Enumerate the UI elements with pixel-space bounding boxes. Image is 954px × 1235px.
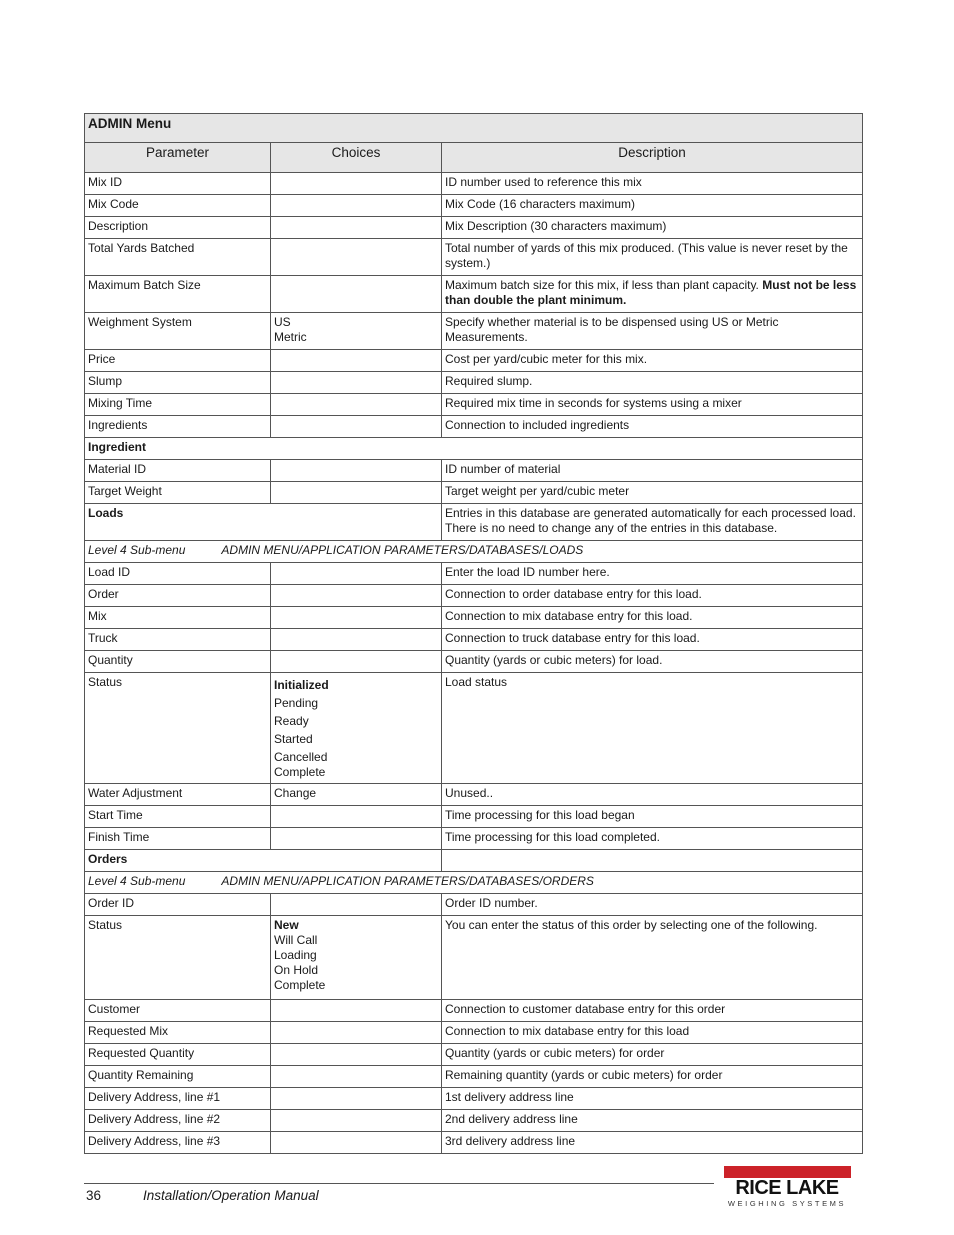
table-row: Customer Connection to customer database entry for this order xyxy=(85,1000,863,1022)
table-row: Delivery Address, line #2 2nd delivery address line xyxy=(85,1110,863,1132)
load-status-choices: Initialized Pending Ready Started Cancelled Complete xyxy=(271,673,442,784)
logo-subtitle: WEIGHING SYSTEMS xyxy=(727,1199,847,1208)
table-row: Finish Time Time processing for this load completed. xyxy=(85,828,863,850)
table-row: Truck Connection to truck database entry for this load. xyxy=(85,629,863,651)
table-row: Requested Mix Connection to mix database entry for this load xyxy=(85,1022,863,1044)
submenu-label: Level 4 Sub-menu xyxy=(88,543,186,557)
submenu-path: ADMIN MENU/APPLICATION PARAMETERS/DATABASES/ORDERS xyxy=(221,874,594,888)
order-status-choices: New Will Call Loading On Hold Complete xyxy=(271,916,442,1000)
section-row-orders: Orders xyxy=(85,850,863,872)
max-batch-desc: Maximum batch size for this mix, if less than plant capacity. Must not be less than double the plant minimum. xyxy=(442,276,863,313)
table-row: Quantity Remaining Remaining quantity (yards or cubic meters) for order xyxy=(85,1066,863,1088)
table-row: Price Cost per yard/cubic meter for this mix. xyxy=(85,350,863,372)
table-row: Description Mix Description (30 characters maximum) xyxy=(85,217,863,239)
table-title-row xyxy=(85,114,863,143)
section-row-loads: Loads Entries in this database are generated automatically for each processed load. There is no need to change any of the entries in this database. xyxy=(85,504,863,541)
table-row: Weighment System US Metric Specify whether material is to be dispensed using US or Metric Measurements. xyxy=(85,313,863,350)
logo-name: RICE LAKE xyxy=(735,1177,839,1199)
table-row: Delivery Address, line #3 3rd delivery address line xyxy=(85,1132,863,1154)
table-title: ADMIN Menu xyxy=(85,114,863,143)
table-row: Quantity Quantity (yards or cubic meters) for load. xyxy=(85,651,863,673)
table-row: Status New Will Call Loading On Hold Complete You can enter the status of this order by selecting one of the following. xyxy=(85,916,863,1000)
table-row: Order ID Order ID number. xyxy=(85,894,863,916)
table-row: Load ID Enter the load ID number here. xyxy=(85,563,863,585)
table-row: Status Initialized Pending Ready Started Cancelled Complete Load status xyxy=(85,673,863,784)
table-row: Maximum Batch Size Maximum batch size for this mix, if less than plant capacity. Must not be less than double the plant minimum. xyxy=(85,276,863,313)
table-row: Total Yards Batched Total number of yards of this mix produced. (This value is never reset by the system.) xyxy=(85,239,863,276)
header-parameter: Parameter xyxy=(85,143,271,173)
admin-menu-table xyxy=(84,113,863,1154)
table-row: Start Time Time processing for this load began xyxy=(85,806,863,828)
footer-rule xyxy=(84,1183,714,1184)
table-row: Slump Required slump. xyxy=(85,372,863,394)
table-row: Delivery Address, line #1 1st delivery address line xyxy=(85,1088,863,1110)
table-row: Mix ID ID number used to reference this mix xyxy=(85,173,863,195)
table-row: Mixing Time Required mix time in seconds for systems using a mixer xyxy=(85,394,863,416)
header-choices: Choices xyxy=(271,143,442,173)
table-row: Mix Code Mix Code (16 characters maximum) xyxy=(85,195,863,217)
header-description: Description xyxy=(442,143,863,173)
table-row: Target Weight Target weight per yard/cubic meter xyxy=(85,482,863,504)
manual-title: Installation/Operation Manual xyxy=(143,1188,319,1203)
table-row: Ingredients Connection to included ingredients xyxy=(85,416,863,438)
submenu-row-loads xyxy=(85,541,863,563)
submenu-row-orders xyxy=(85,872,863,894)
submenu-path: ADMIN MENU/APPLICATION PARAMETERS/DATABASES/LOADS xyxy=(221,543,584,557)
weighment-choices: US Metric xyxy=(271,313,442,350)
table-row: Material ID ID number of material xyxy=(85,460,863,482)
section-row-ingredient: Ingredient xyxy=(85,438,863,460)
page-number: 36 xyxy=(86,1188,102,1203)
table-row: Mix Connection to mix database entry for this load. xyxy=(85,607,863,629)
rice-lake-logo xyxy=(720,1166,854,1210)
submenu-label: Level 4 Sub-menu xyxy=(88,874,186,888)
table-row: Water Adjustment Change Unused.. xyxy=(85,784,863,806)
table-row: Order Connection to order database entry for this load. xyxy=(85,585,863,607)
table-row: Requested Quantity Quantity (yards or cubic meters) for order xyxy=(85,1044,863,1066)
header-row xyxy=(85,143,863,173)
